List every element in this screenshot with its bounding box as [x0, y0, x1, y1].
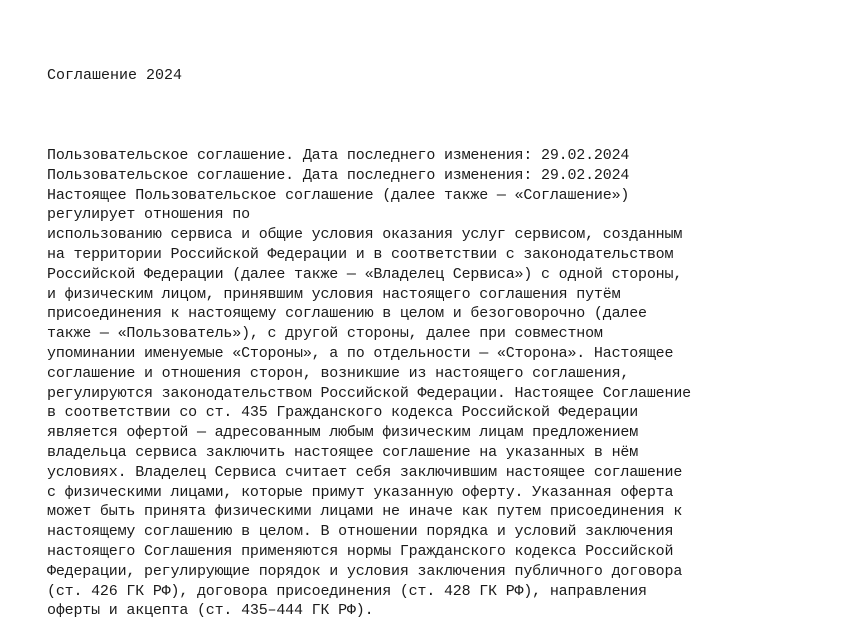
body-line: упоминании именуемые «Стороны», а по отдельности — «Сторона». Настоящее [47, 344, 674, 362]
body-line: Российской Федерации (далее также — «Владелец Сервиса») с одной стороны, [47, 265, 683, 283]
body-line: присоединения к настоящему соглашению в целом и безоговорочно (далее [47, 305, 647, 323]
body-line: может быть принята физическими лицами не иначе как путем присоединения к [47, 503, 683, 521]
body-line: настоящему соглашению в целом. В отношении порядка и условий заключения [47, 523, 674, 541]
body-line: с физическими лицами, которые примут указанную оферту. Указанная оферта [47, 483, 674, 501]
body-line: является офертой — адресованным любым физическим лицам предложением [47, 424, 639, 442]
body-line: на территории Российской Федерации и в соответствии с законодательством [47, 245, 674, 263]
body-line: Настоящее Пользовательское соглашение (далее также — «Соглашение») [47, 186, 630, 204]
body-line: регулирует отношения по [47, 206, 250, 224]
document-title: Соглашение 2024 [47, 67, 183, 84]
body-line: Пользовательское соглашение. Дата последнего изменения: 29.02.2024 [47, 147, 630, 164]
body-line: в соответствии со ст. 435 Гражданского кодекса Российской Федерации [47, 404, 639, 422]
body-line: условиях. Владелец Сервиса считает себя заключившим настоящее соглашение [47, 463, 683, 481]
body-line: оферты и акцепта (ст. 435–444 ГК РФ). [47, 602, 374, 620]
body-line: регулируются законодательством Российской Федерации. Настоящее Соглашение [47, 384, 691, 402]
document-body [47, 146, 866, 621]
body-line: Пользовательское соглашение. Дата последнего изменения: 29.02.2024 [47, 166, 630, 184]
body-line: настоящего Соглашения применяются нормы Гражданского кодекса Российской [47, 542, 674, 560]
body-line: соглашение и отношения сторон, возникшие из настоящего соглашения, [47, 364, 630, 382]
body-line: использованию сервиса и общие условия оказания услуг сервисом, созданным [47, 226, 683, 244]
body-line: владельца сервиса заключить настоящее соглашение на указанных в нём [47, 443, 639, 461]
body-line: также — «Пользователь»), с другой стороны, далее при совместном [47, 325, 603, 343]
body-line: (ст. 426 ГК РФ), договора присоединения (ст. 428 ГК РФ), направления [47, 582, 647, 600]
body-line: и физическим лицом, принявшим условия настоящего соглашения путём [47, 285, 621, 303]
body-line: Федерации, регулирующие порядок и условия заключения публичного договора [47, 562, 683, 580]
